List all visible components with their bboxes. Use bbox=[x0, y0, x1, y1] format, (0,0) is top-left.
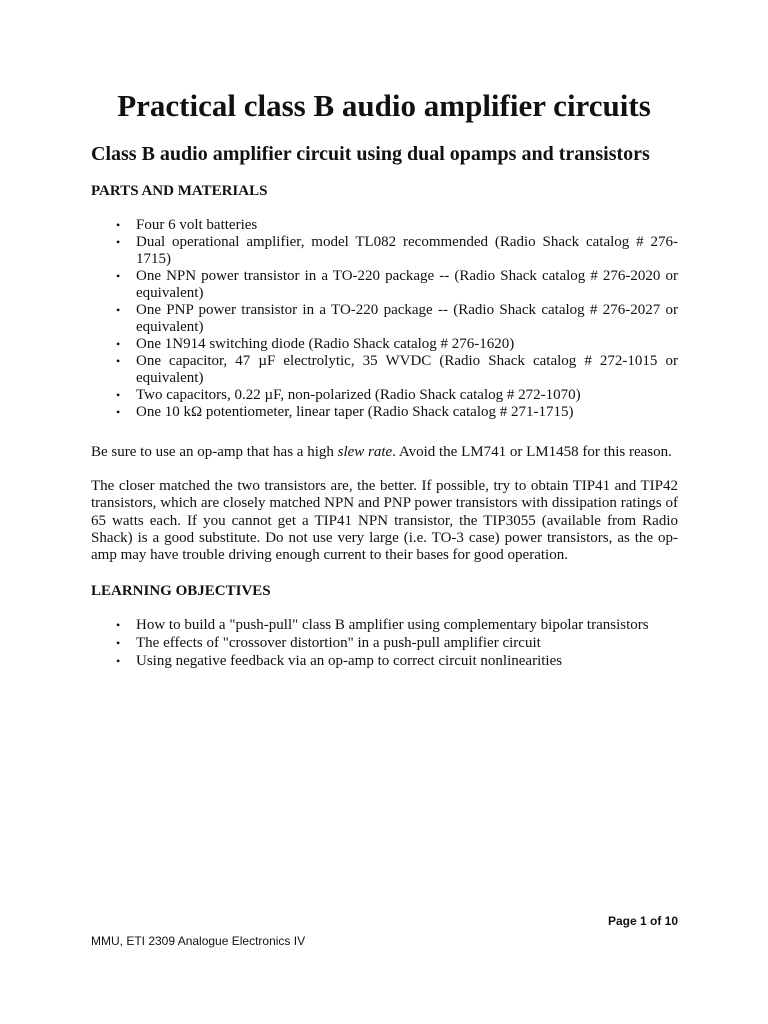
bullet-icon: • bbox=[116, 269, 121, 283]
list-item bbox=[91, 336, 678, 353]
page-number: Page 1 of 10 bbox=[607, 914, 678, 928]
bullet-icon: • bbox=[116, 654, 121, 668]
list-item-text: One 1N914 switching diode (Radio Shack catalog # 276-1620) bbox=[136, 336, 515, 352]
list-item-text: Two capacitors, 0.22 µF, non-polarized (Radio Shack catalog # 272-1070) bbox=[136, 387, 581, 403]
list-item bbox=[91, 217, 678, 234]
list-item bbox=[91, 268, 678, 302]
list-item bbox=[91, 302, 678, 336]
transistor-matching-paragraph: The closer matched the two transistors are, the better. If possible, try to obtain TIP41 and TIP42 transistors, which are closely matched NPN and PNP power transistors with dissipation ratings of 65 watts each. If you cannot get a TIP41 NPN transistor, the TIP3055 (available from Radio Shack) is a good substitute. Do not use very large (i.e. TO-3 case) power transistors, as the op-amp may have trouble driving enough current to their bases for good operation. bbox=[91, 478, 678, 564]
list-item bbox=[91, 653, 678, 670]
section-subtitle: Class B audio amplifier circuit using dual opamps and transistors bbox=[91, 143, 650, 165]
parts-list bbox=[91, 217, 678, 421]
list-item bbox=[91, 404, 678, 421]
list-item-text: One 10 kΩ potentiometer, linear taper (Radio Shack catalog # 271-1715) bbox=[136, 404, 574, 420]
list-item bbox=[91, 387, 678, 404]
objectives-list bbox=[91, 617, 678, 671]
list-item bbox=[91, 617, 678, 634]
list-item-text: How to build a "push-pull" class B amplifier using complementary bipolar transistors bbox=[136, 617, 649, 633]
bullet-icon: • bbox=[116, 337, 121, 351]
paragraph-text: Be sure to use an op-amp that has a high bbox=[91, 444, 338, 460]
bullet-icon: • bbox=[116, 405, 121, 419]
page-title: Practical class B audio amplifier circuits bbox=[117, 88, 651, 123]
list-item bbox=[91, 353, 678, 387]
bullet-icon: • bbox=[116, 636, 121, 650]
list-item bbox=[91, 635, 678, 652]
slew-rate-paragraph bbox=[91, 444, 678, 461]
bullet-icon: • bbox=[116, 218, 121, 232]
list-item bbox=[91, 234, 678, 268]
emphasis-text: slew rate bbox=[337, 444, 393, 460]
parts-heading: PARTS AND MATERIALS bbox=[91, 183, 268, 199]
list-item-text: One NPN power transistor in a TO-220 package -- (Radio Shack catalog # 276-2020 or equivalent) bbox=[136, 268, 678, 301]
bullet-icon: • bbox=[116, 354, 121, 368]
footer-course-label: MMU, ETI 2309 Analogue Electronics IV bbox=[91, 934, 306, 948]
bullet-icon: • bbox=[116, 303, 121, 317]
paragraph-text: . Avoid the LM741 or LM1458 for this reason. bbox=[392, 444, 672, 460]
bullet-icon: • bbox=[116, 388, 121, 402]
bullet-icon: • bbox=[116, 618, 121, 632]
list-item-text: Using negative feedback via an op-amp to correct circuit nonlinearities bbox=[136, 653, 563, 669]
list-item-text: Four 6 volt batteries bbox=[136, 217, 258, 233]
list-item-text: One PNP power transistor in a TO-220 package -- (Radio Shack catalog # 276-2027 or equivalent) bbox=[136, 302, 678, 335]
list-item-text: The effects of "crossover distortion" in a push-pull amplifier circuit bbox=[136, 635, 541, 651]
list-item-text: Dual operational amplifier, model TL082 recommended (Radio Shack catalog # 276-1715) bbox=[136, 234, 678, 267]
list-item-text: One capacitor, 47 µF electrolytic, 35 WVDC (Radio Shack catalog # 272-1015 or equivalent) bbox=[136, 353, 678, 386]
bullet-icon: • bbox=[116, 235, 121, 249]
learning-objectives-heading: LEARNING OBJECTIVES bbox=[91, 583, 271, 599]
